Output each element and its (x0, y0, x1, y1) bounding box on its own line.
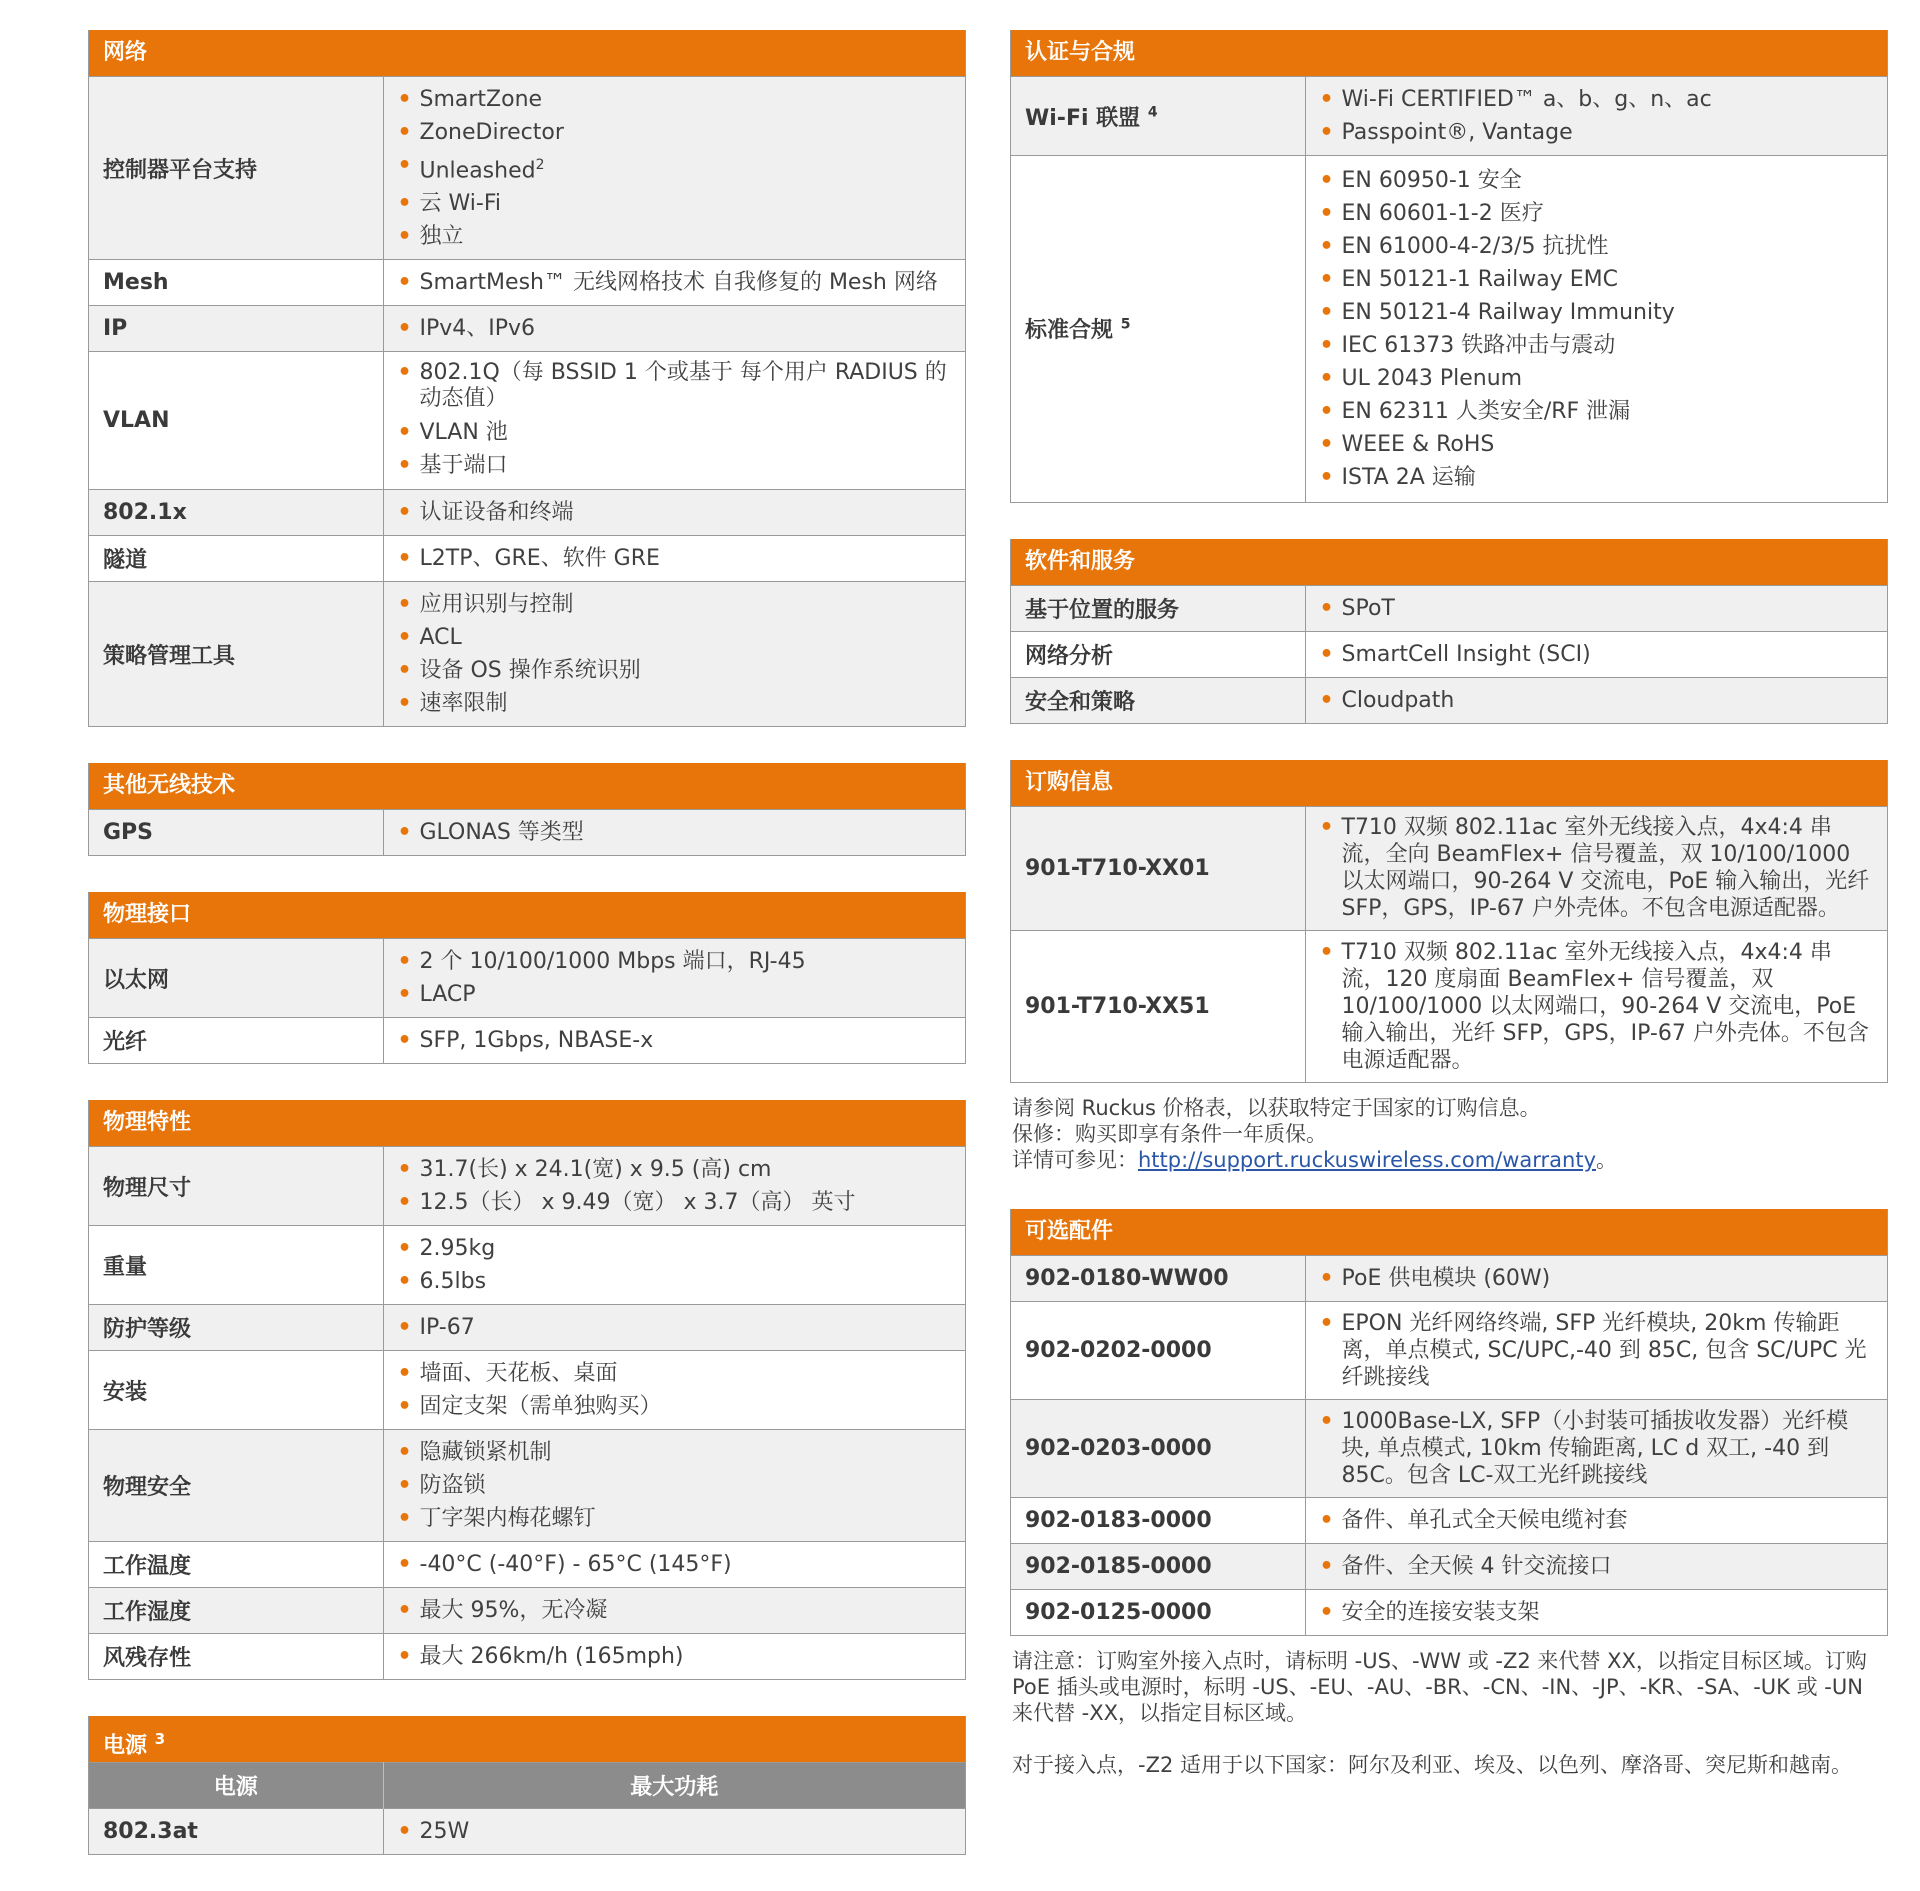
spec-table (89, 1762, 965, 1854)
section-power (88, 1716, 966, 1855)
note-text: 请参阅 Ruckus 价格表，以获取特定于国家的订购信息。 (1012, 1096, 1541, 1120)
footnote-marker: 4 (1147, 104, 1158, 121)
spec-table (1011, 806, 1887, 1083)
row-key: IP (89, 306, 383, 352)
section-physical-interface (88, 892, 966, 1064)
table-row (1011, 156, 1887, 502)
list-item: • EN 50121-1 Railway EMC (1320, 263, 1874, 296)
spec-table (1011, 76, 1887, 502)
note-text: 保修：购买即享有条件一年质保。 (1012, 1122, 1327, 1146)
section-other-wireless (88, 763, 966, 856)
list-item: • -40°C (-40°F) - 65°C (145°F) (398, 1548, 952, 1581)
section-network (88, 30, 966, 727)
section-title: 物理特性 (89, 1100, 965, 1146)
spec-table (1011, 585, 1887, 723)
list-item: • EPON 光纤网络终端, SFP 光纤模块, 20km 传输距离，单点模式, SC/UPC,-40 到 85C, 包含 SC/UPC 光纤跳接线 (1320, 1310, 1874, 1391)
list-item: • 认证设备和终端 (398, 496, 952, 529)
row-key: 标准合规 $^5$ (1011, 156, 1305, 502)
list-item: • 速率限制 (398, 687, 952, 720)
row-key: GPS (89, 810, 383, 856)
table-row (89, 306, 965, 352)
list-item: • 应用识别与控制 (398, 588, 952, 621)
list-item: • Unleashed$^2$ (398, 149, 952, 187)
list-item: • EN 62311 人类安全/RF 泄漏 (1320, 395, 1874, 428)
row-key: 802.1x (89, 490, 383, 536)
list-item: • SmartZone (398, 83, 952, 116)
row-key: 902-0185-0000 (1011, 1544, 1305, 1590)
table-row (89, 582, 965, 727)
list-item: • IPv4、IPv6 (398, 312, 952, 345)
row-key: Wi-Fi 联盟 $^4$ (1011, 77, 1305, 156)
list-item: • 25W (398, 1815, 952, 1848)
table-row (1011, 806, 1887, 930)
spec-table (89, 76, 965, 726)
table-row (1011, 585, 1887, 631)
spec-table (89, 809, 965, 855)
accessories-note (1010, 1648, 1888, 1778)
list-item: • LACP (398, 978, 952, 1011)
list-item: • 隐藏锁紧机制 (398, 1436, 952, 1469)
list-item: • 安全的连接安装支架 (1320, 1596, 1874, 1629)
row-key: 控制器平台支持 (89, 77, 383, 260)
left-column (88, 30, 966, 1891)
list-item: • 丁字架内梅花螺钉 (398, 1502, 952, 1535)
list-item: • EN 61000-4-2/3/5 抗扰性 (1320, 230, 1874, 263)
section-title: 认证与合规 (1011, 30, 1887, 76)
list-item: • PoE 供电模块 (60W) (1320, 1262, 1874, 1295)
table-row (89, 1430, 965, 1542)
row-key: 902-0202-0000 (1011, 1302, 1305, 1400)
list-item: • 最大 266km/h (165mph) (398, 1640, 952, 1673)
table-row (89, 1147, 965, 1226)
list-item: • T710 双频 802.11ac 室外无线接入点，4x4:4 串流，全向 BeamFlex+ 信号覆盖，双 10/100/1000 以太网端口，90-264 V 交流电，PoE 输入输出，光纤 SFP，GPS，IP-67 户外壳体。不包含电源适配器。 (1320, 814, 1874, 922)
list-item: • ZoneDirector (398, 116, 952, 149)
list-item: • 31.7(长) x 24.1(宽) x 9.5 (高) cm (398, 1153, 952, 1186)
list-item: • L2TP、GRE、软件 GRE (398, 542, 952, 575)
column-header: 最大功耗 (383, 1763, 965, 1809)
footnote-marker: 2 (535, 157, 545, 173)
list-item: • VLAN 池 (398, 416, 952, 449)
table-row (89, 1226, 965, 1305)
row-key: 以太网 (89, 939, 383, 1018)
ordering-note (1010, 1095, 1888, 1173)
table-header-row (89, 1763, 965, 1809)
table-row (89, 939, 965, 1018)
list-item: • ISTA 2A 运输 (1320, 461, 1874, 494)
table-row (89, 1542, 965, 1588)
row-key: 风残存性 (89, 1634, 383, 1680)
list-item: • UL 2043 Plenum (1320, 362, 1874, 395)
table-row (89, 1588, 965, 1634)
row-key: 工作温度 (89, 1542, 383, 1588)
list-item: • EN 60950-1 安全 (1320, 164, 1874, 197)
list-item: • 802.1Q（每 BSSID 1 个或基于 每个用户 RADIUS 的动态值） (398, 360, 952, 416)
list-item: • GLONAS 等类型 (398, 816, 952, 849)
row-key: 902-0125-0000 (1011, 1590, 1305, 1636)
row-key: 901-T710-XX51 (1011, 930, 1305, 1082)
section-title: 物理接口 (89, 892, 965, 938)
table-row (89, 1351, 965, 1430)
column-header: 电源 (89, 1763, 383, 1809)
footnote-marker: 3 (154, 1730, 166, 1749)
section-title: 订购信息 (1011, 760, 1887, 806)
list-item: • SFP, 1Gbps, NBASE-x (398, 1024, 952, 1057)
right-column (1010, 30, 1888, 1814)
row-key: 工作湿度 (89, 1588, 383, 1634)
list-item: • ACL (398, 621, 952, 654)
section-physical-props (88, 1100, 966, 1680)
section-title: 电源 $^3$ (89, 1716, 965, 1762)
section-title: 网络 (89, 30, 965, 76)
table-row (89, 536, 965, 582)
list-item: • 固定支架（需单独购买） (398, 1390, 952, 1423)
row-key: Mesh (89, 260, 383, 306)
list-item: • EN 50121-4 Railway Immunity (1320, 296, 1874, 329)
row-key: 902-0180-WW00 (1011, 1256, 1305, 1302)
row-key: 902-0183-0000 (1011, 1498, 1305, 1544)
table-row (89, 352, 965, 490)
table-row (1011, 631, 1887, 677)
row-key: 策略管理工具 (89, 582, 383, 727)
row-key: VLAN (89, 352, 383, 490)
table-row (89, 260, 965, 306)
list-item: • 独立 (398, 220, 952, 253)
section-ordering (1010, 760, 1888, 1084)
table-row (89, 810, 965, 856)
list-item: • 设备 OS 操作系统识别 (398, 654, 952, 687)
section-accessories (1010, 1209, 1888, 1636)
row-key: 802.3at (89, 1809, 383, 1855)
section-title: 其他无线技术 (89, 763, 965, 809)
row-key: 901-T710-XX01 (1011, 806, 1305, 930)
list-item: • Wi-Fi CERTIFIED™ a、b、g、n、ac (1320, 83, 1874, 116)
section-certification (1010, 30, 1888, 503)
row-key: 安装 (89, 1351, 383, 1430)
table-row (1011, 77, 1887, 156)
table-row (1011, 1302, 1887, 1400)
list-item: • SmartMesh™ 无线网格技术 自我修复的 Mesh 网络 (398, 266, 952, 299)
list-item: • 防盗锁 (398, 1469, 952, 1502)
list-item: • 1000Base-LX, SFP（小封装可插拔收发器）光纤模块, 单点模式, 10km 传输距离, LC d 双工, -40 到 85C。包含 LC-双工光纤跳接线 (1320, 1408, 1874, 1489)
list-item: • EN 60601-1-2 医疗 (1320, 197, 1874, 230)
table-row (89, 1018, 965, 1064)
table-row (1011, 1400, 1887, 1498)
row-key: 安全和策略 (1011, 677, 1305, 723)
table-row (1011, 1590, 1887, 1636)
table-row (89, 1809, 965, 1855)
list-item: • 云 Wi-Fi (398, 187, 952, 220)
list-item: • IP-67 (398, 1311, 952, 1344)
row-key: 重量 (89, 1226, 383, 1305)
spec-table (89, 1146, 965, 1679)
list-item: • Cloudpath (1320, 684, 1874, 717)
row-key: 物理安全 (89, 1430, 383, 1542)
list-item: • 备件、单孔式全天候电缆衬套 (1320, 1504, 1874, 1537)
table-row (89, 1634, 965, 1680)
list-item: • Passpoint®, Vantage (1320, 116, 1874, 149)
table-row (89, 1305, 965, 1351)
section-title: 软件和服务 (1011, 539, 1887, 585)
row-key: 网络分析 (1011, 631, 1305, 677)
table-row (1011, 930, 1887, 1082)
list-item: • T710 双频 802.11ac 室外无线接入点，4x4:4 串流，120 度扇面 BeamFlex+ 信号覆盖，双 10/100/1000 以太网端口，90-264 V 交流电，PoE 输入输出，光纤 SFP，GPS，IP-67 户外壳体。不包含电源适配器。 (1320, 939, 1874, 1074)
list-item: • 墙面、天花板、桌面 (398, 1357, 952, 1390)
list-item: • 最大 95%，无冷凝 (398, 1594, 952, 1627)
spec-table (1011, 1255, 1887, 1635)
table-row (1011, 677, 1887, 723)
section-software (1010, 539, 1888, 724)
table-row (1011, 1256, 1887, 1302)
row-key: 基于位置的服务 (1011, 585, 1305, 631)
spec-table (89, 938, 965, 1063)
note-text: 请注意：订购室外接入点时，请标明 -US、-WW 或 -Z2 来代替 XX，以指定目标区域。订购 PoE 插头或电源时，标明 -US、-EU、-AU、-BR、-CN、-IN、-JP、-KR、-SA、-UK 或 -UN 来代替 -XX，以指定目标区域。 (1012, 1649, 1867, 1725)
table-row (89, 77, 965, 260)
list-item: • SPoT (1320, 592, 1874, 625)
note-text: 对于接入点，-Z2 适用于以下国家：阿尔及利亚、埃及、以色列、摩洛哥、突尼斯和越南。 (1012, 1753, 1852, 1777)
note-text: 详情可参见：http://support.ruckuswireless.com/warranty。 (1012, 1148, 1618, 1172)
row-key: 902-0203-0000 (1011, 1400, 1305, 1498)
row-key: 防护等级 (89, 1305, 383, 1351)
list-item: • 基于端口 (398, 449, 952, 482)
list-item: • WEEE & RoHS (1320, 428, 1874, 461)
table-row (89, 490, 965, 536)
table-row (1011, 1544, 1887, 1590)
row-key: 隧道 (89, 536, 383, 582)
row-key: 光纤 (89, 1018, 383, 1064)
row-key: 物理尺寸 (89, 1147, 383, 1226)
list-item: • 6.5lbs (398, 1265, 952, 1298)
warranty-link[interactable]: http://support.ruckuswireless.com/warranty (1138, 1148, 1597, 1172)
list-item: • 2 个 10/100/1000 Mbps 端口，RJ-45 (398, 945, 952, 978)
list-item: • SmartCell Insight (SCI) (1320, 638, 1874, 671)
footnote-marker: 5 (1120, 316, 1131, 333)
list-item: • IEC 61373 铁路冲击与震动 (1320, 329, 1874, 362)
table-row (1011, 1498, 1887, 1544)
list-item: • 2.95kg (398, 1232, 952, 1265)
list-item: • 备件、全天候 4 针交流接口 (1320, 1550, 1874, 1583)
section-title: 可选配件 (1011, 1209, 1887, 1255)
list-item: • 12.5（长） x 9.49（宽） x 3.7（高） 英寸 (398, 1186, 952, 1219)
